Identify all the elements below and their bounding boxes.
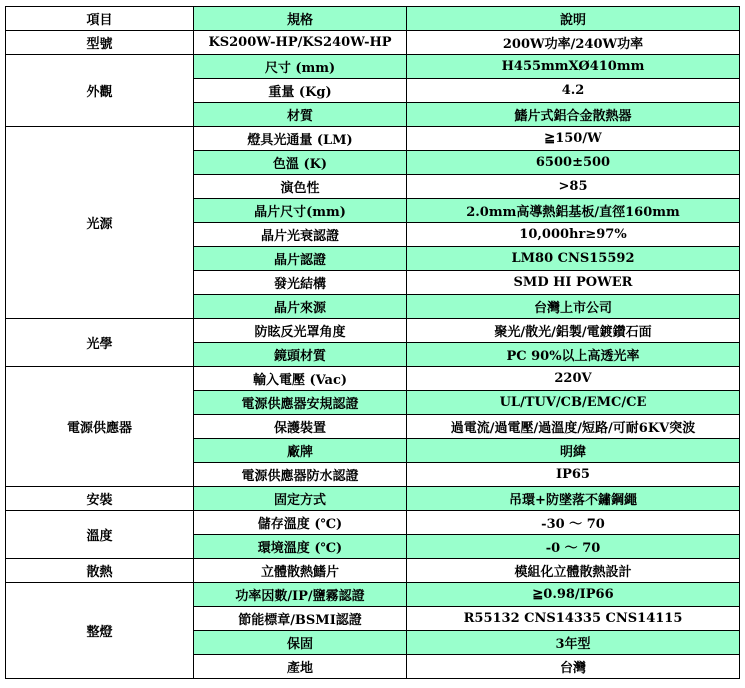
category-cell: 安裝: [6, 487, 194, 511]
desc-cell: >85: [407, 175, 740, 199]
spec-cell: 電源供應器防水認證: [194, 463, 407, 487]
spec-cell: 保固: [194, 631, 407, 655]
desc-cell: 鰭片式鋁合金散熱器: [407, 103, 740, 127]
category-cell: 光學: [6, 319, 194, 367]
spec-cell: 功率因數/IP/鹽霧認證: [194, 583, 407, 607]
spec-cell: 材質: [194, 103, 407, 127]
desc-cell: 200W功率/240W功率: [407, 31, 740, 55]
category-cell: 型號: [6, 31, 194, 55]
category-cell: 電源供應器: [6, 367, 194, 487]
spec-cell: 防眩反光罩角度: [194, 319, 407, 343]
table-row: [6, 583, 740, 607]
table-row: [6, 319, 740, 343]
desc-cell: IP65: [407, 463, 740, 487]
desc-cell: 過電流/過電壓/過溫度/短路/可耐6KV突波: [407, 415, 740, 439]
desc-cell: -30 ～ 70: [407, 511, 740, 535]
desc-cell: 吊環+防墜落不鏽鋼繩: [407, 487, 740, 511]
desc-cell: 台灣: [407, 655, 740, 679]
table-row: [6, 487, 740, 511]
spec-cell: 節能標章/BSMI認證: [194, 607, 407, 631]
spec-cell: 廠牌: [194, 439, 407, 463]
desc-cell: LM80 CNS15592: [407, 247, 740, 271]
spec-cell: 環境溫度 (℃): [194, 535, 407, 559]
spec-sheet: [5, 6, 740, 679]
desc-cell: 明緯: [407, 439, 740, 463]
header-spec: 規格: [194, 7, 407, 31]
desc-cell: 6500±500: [407, 151, 740, 175]
spec-cell: 晶片來源: [194, 295, 407, 319]
header-item: 項目: [6, 7, 194, 31]
desc-cell: 220V: [407, 367, 740, 391]
category-cell: 溫度: [6, 511, 194, 559]
spec-cell: 固定方式: [194, 487, 407, 511]
desc-cell: ≧0.98/IP66: [407, 583, 740, 607]
desc-cell: 10,000hr≥97%: [407, 223, 740, 247]
spec-cell: 尺寸 (mm): [194, 55, 407, 79]
desc-cell: 4.2: [407, 79, 740, 103]
spec-cell: 色溫 (K): [194, 151, 407, 175]
table-row: [6, 31, 740, 55]
table-row: [6, 55, 740, 79]
table-row: [6, 511, 740, 535]
spec-cell: 燈具光通量 (LM): [194, 127, 407, 151]
spec-cell: 晶片尺寸(mm): [194, 199, 407, 223]
spec-cell: 輸入電壓 (Vac): [194, 367, 407, 391]
spec-cell: 產地: [194, 655, 407, 679]
table-row: [6, 127, 740, 151]
desc-cell: UL/TUV/CB/EMC/CE: [407, 391, 740, 415]
desc-cell: 聚光/散光/鋁製/電鍍鑽石面: [407, 319, 740, 343]
desc-cell: H455mmXØ410mm: [407, 55, 740, 79]
spec-cell: 重量 (Kg): [194, 79, 407, 103]
spec-cell: 電源供應器安規認證: [194, 391, 407, 415]
spec-cell: 儲存溫度 (℃): [194, 511, 407, 535]
spec-cell: 晶片光衰認證: [194, 223, 407, 247]
spec-table: [5, 6, 740, 679]
header-row: [6, 7, 740, 31]
desc-cell: 2.0mm高導熱鋁基板/直徑160mm: [407, 199, 740, 223]
desc-cell: 台灣上市公司: [407, 295, 740, 319]
spec-cell: 演色性: [194, 175, 407, 199]
table-row: [6, 367, 740, 391]
desc-cell: -0 ～ 70: [407, 535, 740, 559]
spec-cell: 立體散熱鰭片: [194, 559, 407, 583]
desc-cell: SMD HI POWER: [407, 271, 740, 295]
spec-cell: 保護裝置: [194, 415, 407, 439]
header-desc: 說明: [407, 7, 740, 31]
desc-cell: 3年型: [407, 631, 740, 655]
spec-cell: KS200W-HP/KS240W-HP: [194, 31, 407, 55]
spec-cell: 鏡頭材質: [194, 343, 407, 367]
table-row: [6, 559, 740, 583]
desc-cell: R55132 CNS14335 CNS14115: [407, 607, 740, 631]
category-cell: 外觀: [6, 55, 194, 127]
desc-cell: PC 90%以上高透光率: [407, 343, 740, 367]
category-cell: 散熱: [6, 559, 194, 583]
spec-cell: 晶片認證: [194, 247, 407, 271]
category-cell: 光源: [6, 127, 194, 319]
desc-cell: ≧150/W: [407, 127, 740, 151]
desc-cell: 模組化立體散熱設計: [407, 559, 740, 583]
category-cell: 整燈: [6, 583, 194, 679]
spec-cell: 發光結構: [194, 271, 407, 295]
